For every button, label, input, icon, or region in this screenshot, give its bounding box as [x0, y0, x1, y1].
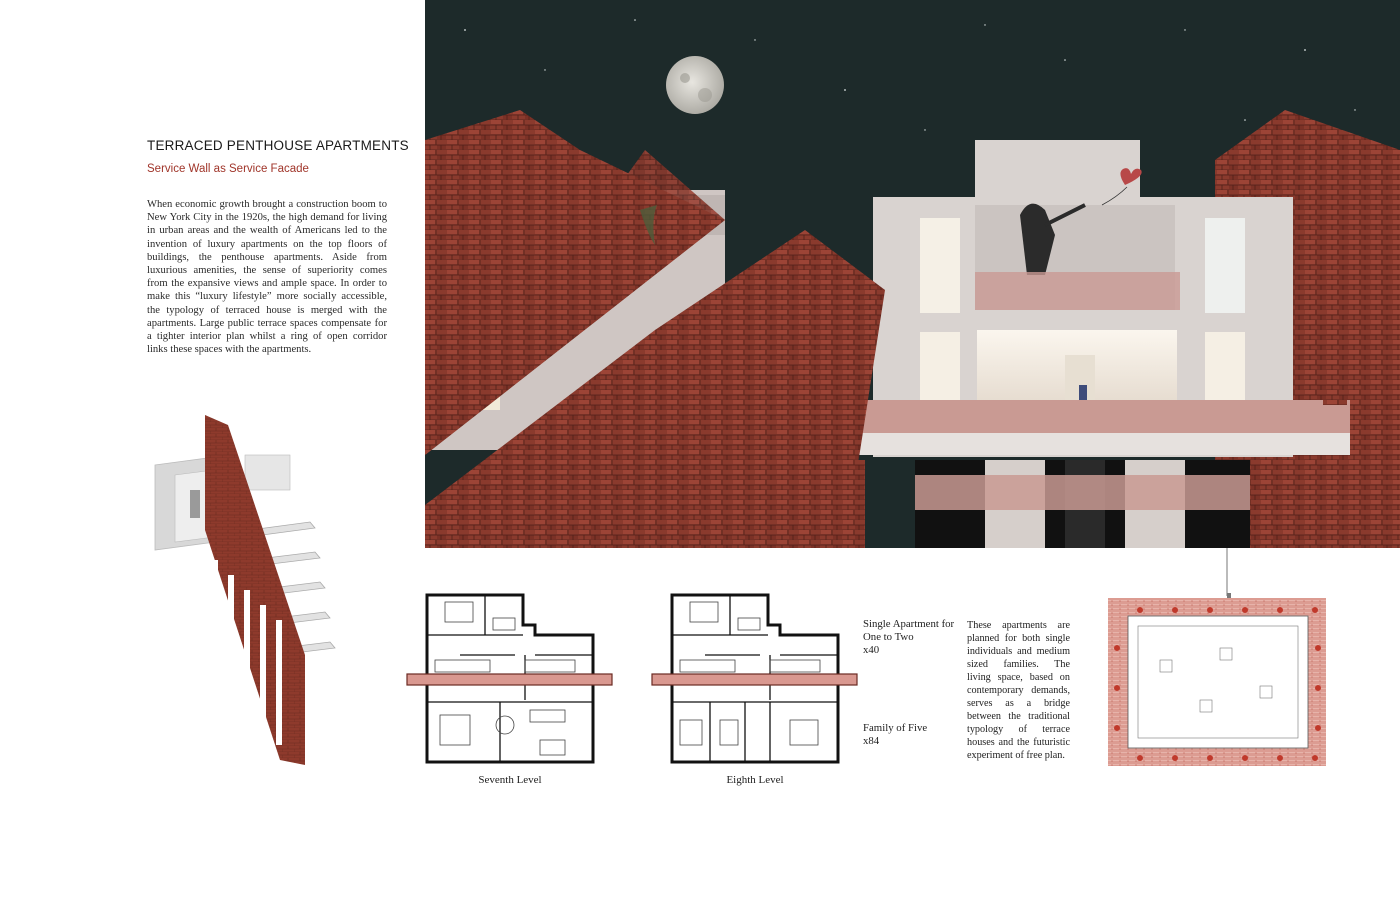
- seventh-level-plan: [405, 590, 615, 770]
- unit-type-name: Family of Five: [863, 722, 928, 734]
- axonometric-drawing: [150, 410, 340, 770]
- key-plan-diagram: [1100, 548, 1336, 770]
- night-render-image: [425, 0, 1400, 548]
- seventh-level-label: Seventh Level: [478, 774, 542, 786]
- page-title: TERRACED PENTHOUSE APARTMENTS: [147, 138, 409, 153]
- page-subtitle: Service Wall as Service Facade: [147, 163, 309, 175]
- unit-type-count: x84: [863, 735, 880, 747]
- description-paragraph: These apartments are planned for both single individuals and medium sized families. The living space, based on contemporary demands, serves as a bridge between the traditional typology of terrace houses and the futuristic experiment of free plan.: [967, 620, 1070, 761]
- eighth-level-plan: [650, 590, 860, 770]
- unit-type-family: [863, 722, 958, 748]
- eighth-level-label: Eighth Level: [726, 774, 784, 786]
- unit-type-count: x40: [863, 644, 880, 656]
- unit-type-single: [863, 618, 958, 657]
- unit-type-name: Single Apartment for One to Two: [863, 618, 955, 643]
- intro-paragraph: When economic growth brought a construction boom to New York City in the 1920s, the high demand for living in urban areas and the wealth of Americans led to the invention of luxury apartments on the top floors of buildings, the penthouse apartments. Aside from luxurious amenities, the sense of superiority comes from the expansive views and ample space. In order to make this “luxury lifestyle” more socially accessible, the typology of terraced house is merged with the apartments. Large public terrace spaces compensate for a tighter interior plan whilst a ring of open corridor links these spaces with the apartments.: [147, 199, 387, 356]
